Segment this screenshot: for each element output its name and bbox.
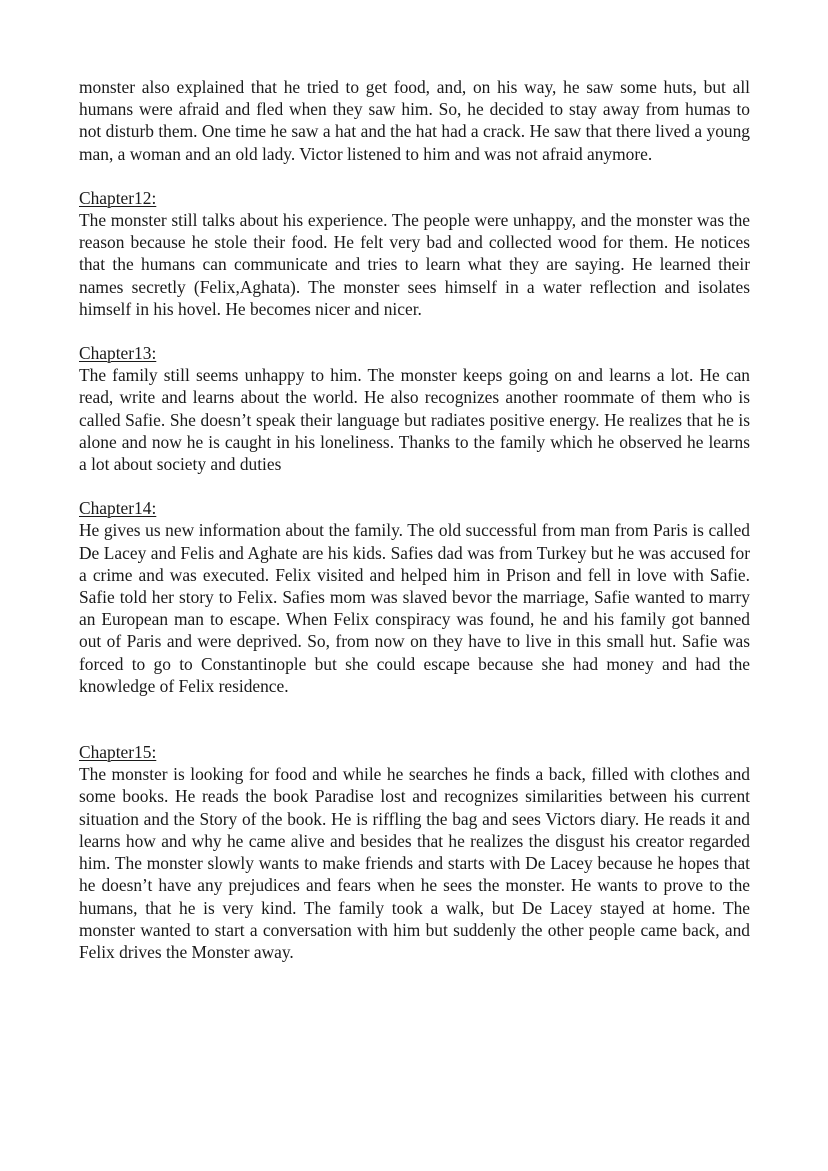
intro-section <box>79 76 750 165</box>
chapter-15-section <box>79 741 750 963</box>
chapter-12-heading: Chapter12: <box>79 187 157 208</box>
chapter-14-section <box>79 497 750 697</box>
chapter-15-paragraph: The monster is looking for food and while he searches he finds a back, filled with clothes and some books. He reads the book Paradise lost and recognizes similarities between his current situation and the Story of the book. He is riffling the bag and sees Victors diary. He reads it and learns how and why he came alive and besides that he realizes the disgust his creator regarded him. The monster slowly wants to make friends and starts with De Lacey because he hopes that he doesn’t have any prejudices and fears when he sees the monster. He wants to prove to the humans, that he is very kind. The family took a walk, but De Lacey stayed at home. The monster wanted to start a conversation with him but suddenly the other people came back, and Felix drives the Monster away. <box>79 764 750 962</box>
chapter-15-heading: Chapter15: <box>79 742 157 763</box>
document-page <box>79 76 750 963</box>
chapter-14-heading: Chapter14: <box>79 498 157 519</box>
intro-paragraph: monster also explained that he tried to get food, and, on his way, he saw some huts, but all humans were afraid and fled when they saw him. So, he decided to stay away from humas to not disturb them. One time he saw a hat and the hat had a crack. He saw that there lived a young man, a woman and an old lady. Victor listened to him and was not afraid anymore. <box>79 77 750 164</box>
chapter-12-paragraph: The monster still talks about his experience. The people were unhappy, and the monster was the reason because he stole their food. He felt very bad and collected wood for them. He notices that the humans can communicate and tries to learn what they are saying. He learned their names secretly (Felix,Aghata). The monster sees himself in a water reflection and isolates himself in his hovel. He becomes nicer and nicer. <box>79 210 750 319</box>
chapter-14-paragraph: He gives us new information about the family. The old successful from man from Paris is called De Lacey and Felis and Aghate are his kids. Safies dad was from Turkey but he was accused for a crime and was executed. Felix visited and helped him in Prison and fell in love with Safie. Safie told her story to Felix. Safies mom was slaved bevor the marriage, Safie wanted to marry an European man to escape. When Felix conspiracy was found, he and his family got banned out of Paris and were deprived. So, from now on they have to live in this small hut. Safie was forced to go to Constantinople but she could escape because she had money and had the knowledge of Felix residence. <box>79 520 750 696</box>
chapter-12-section <box>79 187 750 320</box>
chapter-13-paragraph: The family still seems unhappy to him. The monster keeps going on and learns a lot. He can read, write and learns about the world. He also recognizes another roommate of them who is called Safie. She doesn’t speak their language but radiates positive energy. He realizes that he is alone and now he is caught in his loneliness. Thanks to the family which he observed he learns a lot about society and duties <box>79 365 750 475</box>
chapter-13-heading: Chapter13: <box>79 343 157 364</box>
chapter-13-section <box>79 342 750 475</box>
